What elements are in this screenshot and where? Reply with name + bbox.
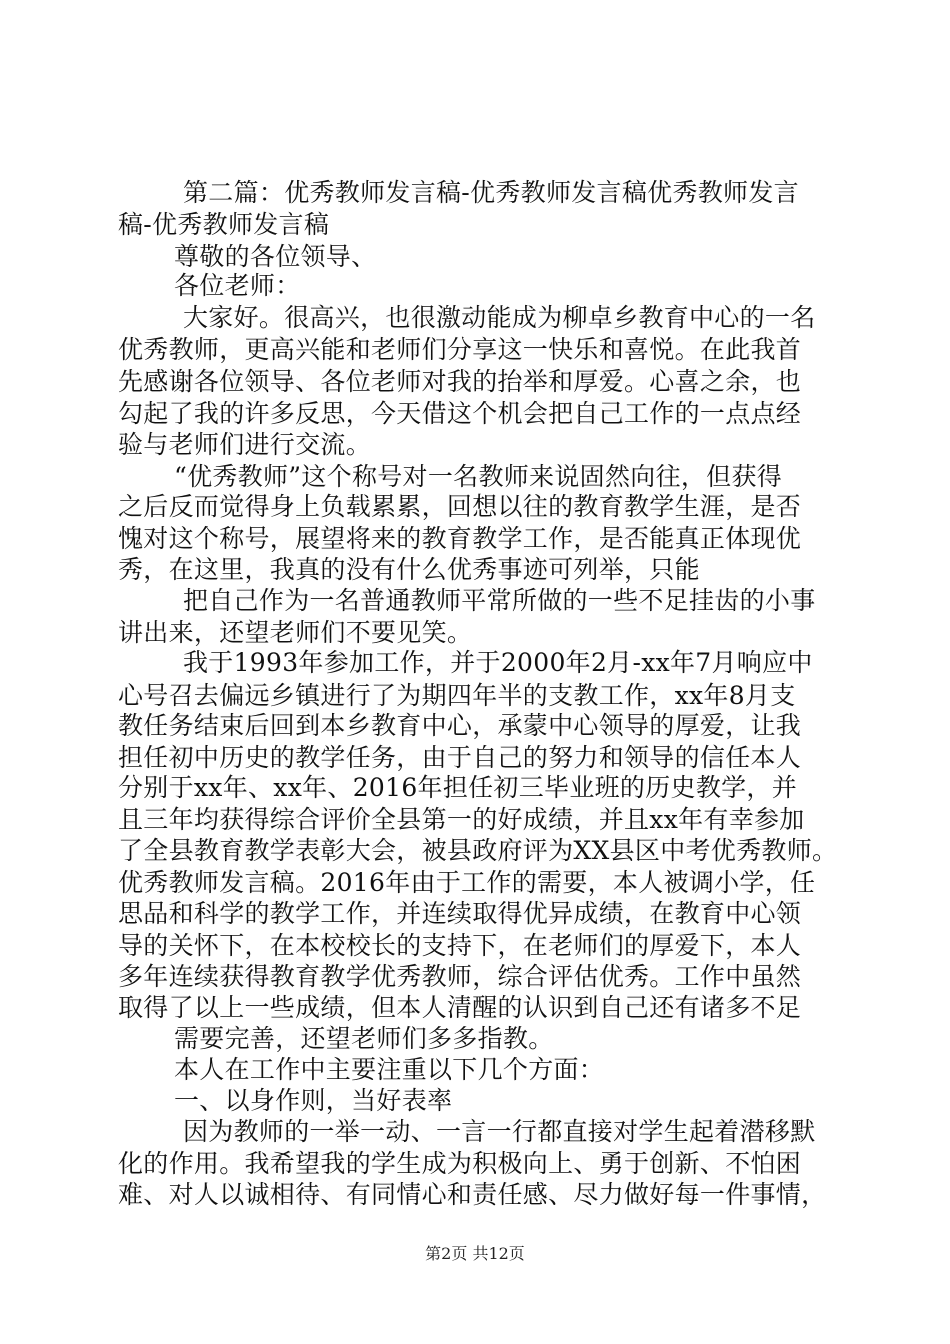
text-line: 本人在工作中主要注重以下几个方面：: [174, 1055, 605, 1084]
text-line: 优秀教师发言稿。2016年由于工作的需要，本人被调小学，任: [118, 868, 816, 897]
text-line: 一、以身作则，当好表率: [174, 1086, 453, 1115]
text-line: 多年连续获得教育教学优秀教师，综合评估优秀。工作中虽然: [118, 962, 802, 991]
text-line: 先感谢各位领导、各位老师对我的抬举和厚爱。心喜之余，也: [118, 367, 802, 396]
text-line: 分别于xx年、xx年、2016年担任初三毕业班的历史教学，并: [118, 773, 798, 802]
text-line: 验与老师们进行交流。: [118, 430, 372, 459]
text-line: 担任初中历史的教学任务，由于自己的努力和领导的信任本人: [118, 743, 802, 772]
page-number: 第2页 共12页: [425, 1244, 525, 1263]
text-line: 取得了以上一些成绩，但本人清醒的认识到自己还有诸多不足: [118, 993, 802, 1022]
text-line: 秀，在这里，我真的没有什么优秀事迹可列举，只能: [118, 555, 700, 584]
text-line: 化的作用。我希望我的学生成为积极向上、勇于创新、不怕困: [118, 1149, 802, 1178]
text-line: 勾起了我的许多反思，今天借这个机会把自己工作的一点点经: [118, 399, 802, 428]
text-line: 大家好。很高兴，也很激动能成为柳卓乡教育中心的一名: [183, 303, 816, 332]
text-line: 因为教师的一举一动、一言一行都直接对学生起着潜移默: [183, 1117, 816, 1146]
text-line: 之后反而觉得身上负载累累，回想以往的教育教学生涯，是否: [118, 492, 802, 521]
text-line: 且三年均获得综合评价全县第一的好成绩，并且xx年有幸参加: [118, 805, 805, 834]
text-line: 了全县教育教学表彰大会，被县政府评为XX县区中考优秀教师。: [118, 836, 838, 865]
text-line: 稿-优秀教师发言稿: [118, 210, 330, 239]
text-line: 第二篇：优秀教师发言稿-优秀教师发言稿优秀教师发言: [183, 178, 799, 207]
text-line: 讲出来，还望老师们不要见笑。: [118, 618, 473, 647]
text-line: 思品和科学的教学工作，并连续取得优异成绩，在教育中心领: [118, 899, 802, 928]
text-line: 把自己作为一名普通教师平常所做的一些不足挂齿的小事: [183, 586, 816, 615]
text-line: “优秀教师”这个称号对一名教师来说固然向往，但获得: [174, 462, 783, 491]
text-line: 我于1993年参加工作，并于2000年2月-xx年7月响应中: [183, 648, 813, 677]
text-line: 导的关怀下，在本校校长的支持下，在老师们的厚爱下，本人: [118, 931, 802, 960]
text-line: 心号召去偏远乡镇进行了为期四年半的支教工作，xx年8月支: [118, 681, 796, 710]
text-line: 各位老师：: [174, 271, 301, 300]
text-line: 教任务结束后回到本乡教育中心，承蒙中心领导的厚爱，让我: [118, 711, 802, 740]
text-line: 优秀教师，更高兴能和老师们分享这一快乐和喜悦。在此我首: [118, 335, 802, 364]
text-line: 需要完善，还望老师们多多指教。: [174, 1024, 554, 1053]
text-line: 难、对人以诚相待、有同情心和责任感、尽力做好每一件事情，: [118, 1180, 827, 1209]
text-line: 尊敬的各位领导、: [174, 242, 377, 271]
text-line: 愧对这个称号，展望将来的教育教学工作，是否能真正体现优: [118, 524, 802, 553]
